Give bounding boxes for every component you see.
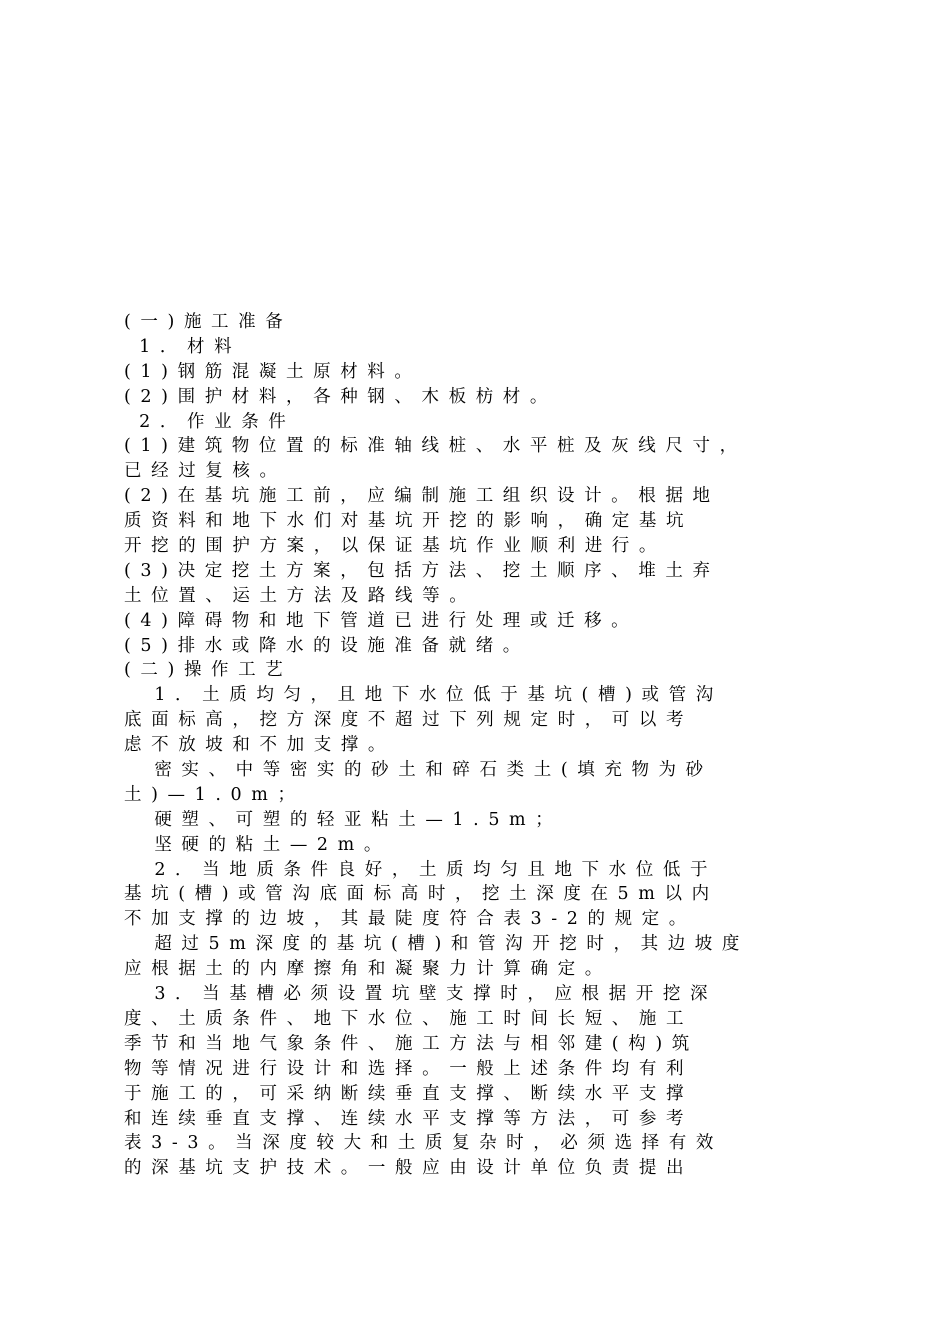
text-line: (2)在基坑施工前，应编制施工组织设计。根据地 bbox=[124, 486, 720, 507]
text-line: 表3-3。当深度较大和土质复杂时，必须选择有效 bbox=[124, 1133, 723, 1154]
text-line: 密实、中等密实的砂土和碎石类土(填充物为砂 bbox=[124, 760, 713, 781]
heading-construction-preparation: (一)施工准备 bbox=[124, 312, 293, 332]
text-line: 应根据土的内摩擦角和凝聚力计算确定。 bbox=[124, 959, 612, 980]
text-line: (1)钢筋混凝土原材料。 bbox=[124, 361, 422, 382]
text-line: (5)排水或降水的设施准备就绪。 bbox=[124, 635, 530, 656]
text-line: 的深基坑支护技术。一般应由设计单位负责提出 bbox=[124, 1158, 694, 1179]
text-line: (2)围护材料，各种钢、木板枋材。 bbox=[124, 386, 557, 407]
text-line: 土)—1.0m； bbox=[124, 784, 305, 805]
text-line: (4)障碍物和地下管道已进行处理或迁移。 bbox=[124, 610, 639, 631]
text-line: 坚硬的粘土—2m。 bbox=[124, 834, 391, 855]
document-body bbox=[124, 310, 844, 1181]
text-line: 1．土质均匀，且地下水位低于基坑(槽)或管沟 bbox=[124, 685, 723, 706]
text-line: 硬塑、可塑的轻亚粘土—1.5m； bbox=[124, 809, 563, 830]
text-line: 物等情况进行设计和选择。一般上述条件均有利 bbox=[124, 1058, 694, 1079]
text-line: 虑不放坡和不加支撑。 bbox=[124, 735, 395, 756]
text-line: (1)建筑物位置的标准轴线桩、水平桩及灰线尺寸， bbox=[124, 436, 747, 457]
text-line: 底面标高，挖方深度不超过下列规定时，可以考 bbox=[124, 710, 694, 731]
text-line: 超过5m深度的基坑(槽)和管沟开挖时，其边坡度 bbox=[124, 934, 750, 955]
text-line: 不加支撑的边坡，其最陡度符合表3-2的规定。 bbox=[124, 909, 696, 930]
heading-operation-process: (二)操作工艺 bbox=[124, 660, 293, 681]
text-line: 于施工的，可采纳断续垂直支撑、断续水平支撑 bbox=[124, 1083, 694, 1104]
text-line: 2．当地质条件良好，土质均匀且地下水位低于 bbox=[124, 859, 718, 880]
subheading-work-conditions: 2．作业条件 bbox=[124, 411, 296, 432]
text-line: 度、土质条件、地下水位、施工时间长短、施工 bbox=[124, 1008, 694, 1029]
text-line: 质资料和地下水们对基坑开挖的影响，确定基坑 bbox=[124, 511, 694, 532]
text-line: 已经过复核。 bbox=[124, 461, 287, 482]
text-line: 3．当基槽必须设置坑壁支撑时，应根据开挖深 bbox=[124, 984, 718, 1005]
text-line: (3)决定挖土方案，包括方法、挖土顺序、堆土弃 bbox=[124, 560, 720, 581]
text-line: 开挖的围护方案，以保证基坑作业顺利进行。 bbox=[124, 536, 666, 557]
subheading-materials: 1．材料 bbox=[124, 336, 242, 357]
text-line: 季节和当地气象条件、施工方法与相邻建(构)筑 bbox=[124, 1033, 699, 1054]
text-line: 基坑(槽)或管沟底面标高时，挖土深度在5m以内 bbox=[124, 884, 719, 905]
text-line: 和连续垂直支撑、连续水平支撑等方法，可参考 bbox=[124, 1108, 694, 1129]
text-line: 土位置、运土方法及路线等。 bbox=[124, 585, 477, 606]
